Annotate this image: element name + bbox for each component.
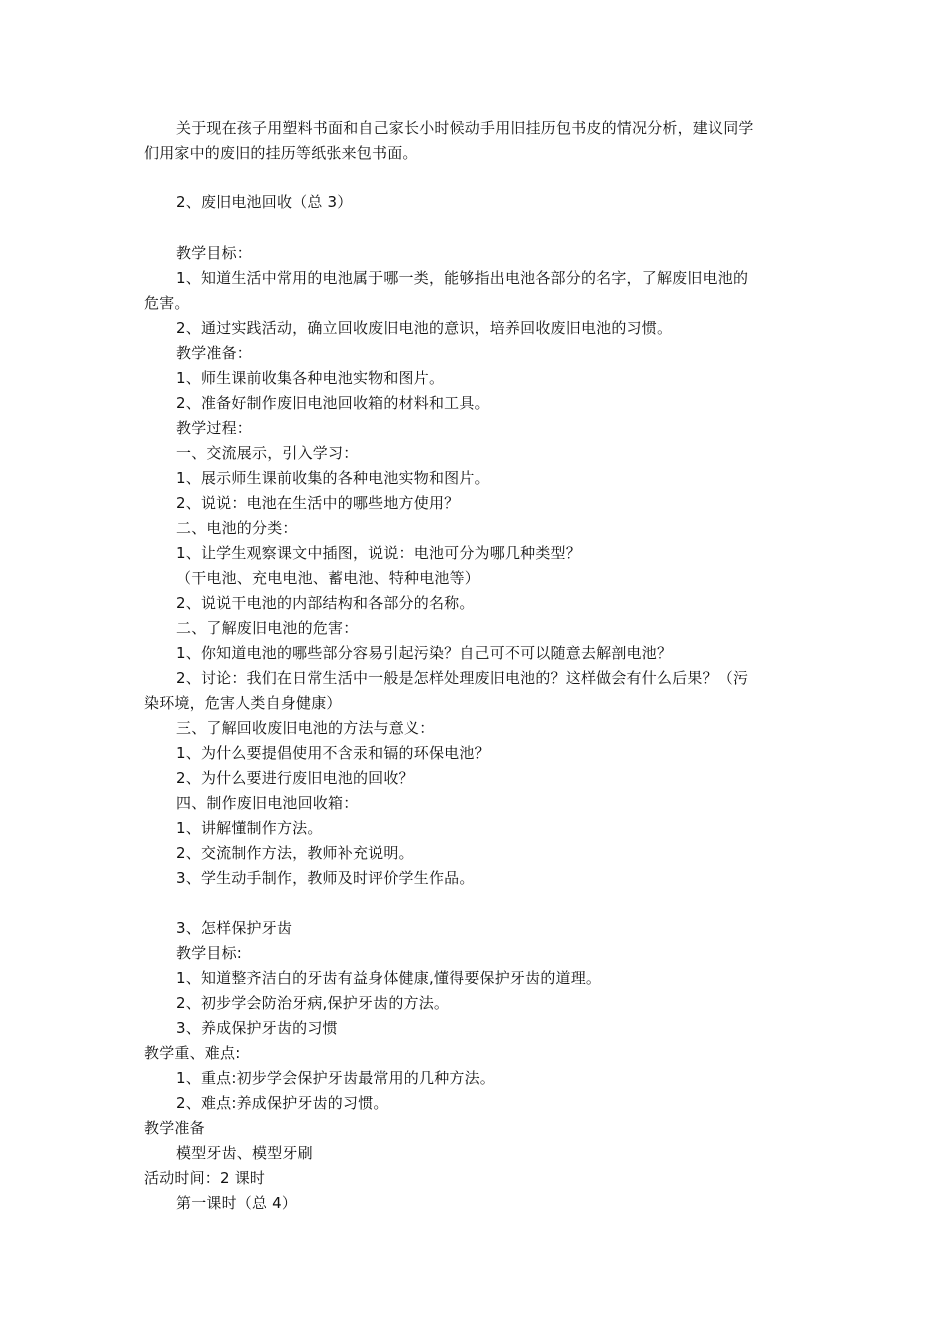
paragraph-line: 们用家中的废旧的挂历等纸张来包书面。 bbox=[144, 144, 418, 162]
list-item: 2、准备好制作废旧电池回收箱的材料和工具。 bbox=[176, 394, 490, 412]
subheading: 教学准备 bbox=[144, 1119, 205, 1137]
list-item: 3、学生动手制作，教师及时评价学生作品。 bbox=[176, 869, 475, 887]
section-heading: 3、怎样保护牙齿 bbox=[176, 919, 293, 937]
subheading: 第一课时（总 4） bbox=[176, 1194, 298, 1212]
step-heading: 四、制作废旧电池回收箱： bbox=[176, 794, 359, 812]
list-item: 1、知道整齐洁白的牙齿有益身体健康,懂得要保护牙齿的道理。 bbox=[176, 969, 602, 987]
list-item-continuation: 染环境，危害人类自身健康） bbox=[144, 694, 342, 712]
list-item: 2、难点:养成保护牙齿的习惯。 bbox=[176, 1094, 389, 1112]
paragraph-line: 模型牙齿、模型牙刷 bbox=[176, 1144, 313, 1162]
list-item: 2、讨论：我们在日常生活中一般是怎样处理废旧电池的？这样做会有什么后果？（污 bbox=[176, 669, 749, 687]
section-heading: 2、废旧电池回收（总 3） bbox=[176, 193, 353, 211]
subheading: 教学准备： bbox=[176, 344, 253, 362]
subheading: 教学重、难点: bbox=[144, 1044, 241, 1062]
step-heading: 二、了解废旧电池的危害： bbox=[176, 619, 359, 637]
step-heading: 二、电池的分类： bbox=[176, 519, 298, 537]
list-item: 1、讲解懂制作方法。 bbox=[176, 819, 323, 837]
list-item-continuation: 危害。 bbox=[144, 294, 190, 312]
list-item: 2、说说干电池的内部结构和各部分的名称。 bbox=[176, 594, 475, 612]
step-heading: 三、了解回收废旧电池的方法与意义： bbox=[176, 719, 435, 737]
paragraph-line: 活动时间：2 课时 bbox=[144, 1169, 266, 1187]
list-item: 2、交流制作方法，教师补充说明。 bbox=[176, 844, 414, 862]
subheading: 教学过程： bbox=[176, 419, 253, 437]
list-item: 3、养成保护牙齿的习惯 bbox=[176, 1019, 338, 1037]
list-item: 1、你知道电池的哪些部分容易引起污染？自己可不可以随意去解剖电池？ bbox=[176, 644, 673, 662]
list-item: 2、说说：电池在生活中的哪些地方使用？ bbox=[176, 494, 460, 512]
list-item: 2、为什么要进行废旧电池的回收？ bbox=[176, 769, 414, 787]
list-item: 2、通过实践活动，确立回收废旧电池的意识，培养回收废旧电池的习惯。 bbox=[176, 319, 673, 337]
list-item: 1、让学生观察课文中插图，说说：电池可分为哪几种类型？ bbox=[176, 544, 581, 562]
step-heading: 一、交流展示，引入学习： bbox=[176, 444, 359, 462]
subheading: 教学目标： bbox=[176, 244, 253, 262]
list-item: 1、知道生活中常用的电池属于哪一类，能够指出电池各部分的名字，了解废旧电池的 bbox=[176, 269, 749, 287]
list-item: 1、展示师生课前收集的各种电池实物和图片。 bbox=[176, 469, 490, 487]
list-item: 1、为什么要提倡使用不含汞和镉的环保电池？ bbox=[176, 744, 490, 762]
subheading: 教学目标: bbox=[176, 944, 243, 962]
list-item: 2、初步学会防治牙病,保护牙齿的方法。 bbox=[176, 994, 450, 1012]
paragraph-line: 关于现在孩子用塑料书面和自己家长小时候动手用旧挂历包书皮的情况分析，建议同学 bbox=[176, 119, 754, 137]
list-item: 1、师生课前收集各种电池实物和图片。 bbox=[176, 369, 445, 387]
list-item: 1、重点:初步学会保护牙齿最常用的几种方法。 bbox=[176, 1069, 495, 1087]
note-line: （干电池、充电电池、蓄电池、特种电池等） bbox=[176, 569, 481, 587]
